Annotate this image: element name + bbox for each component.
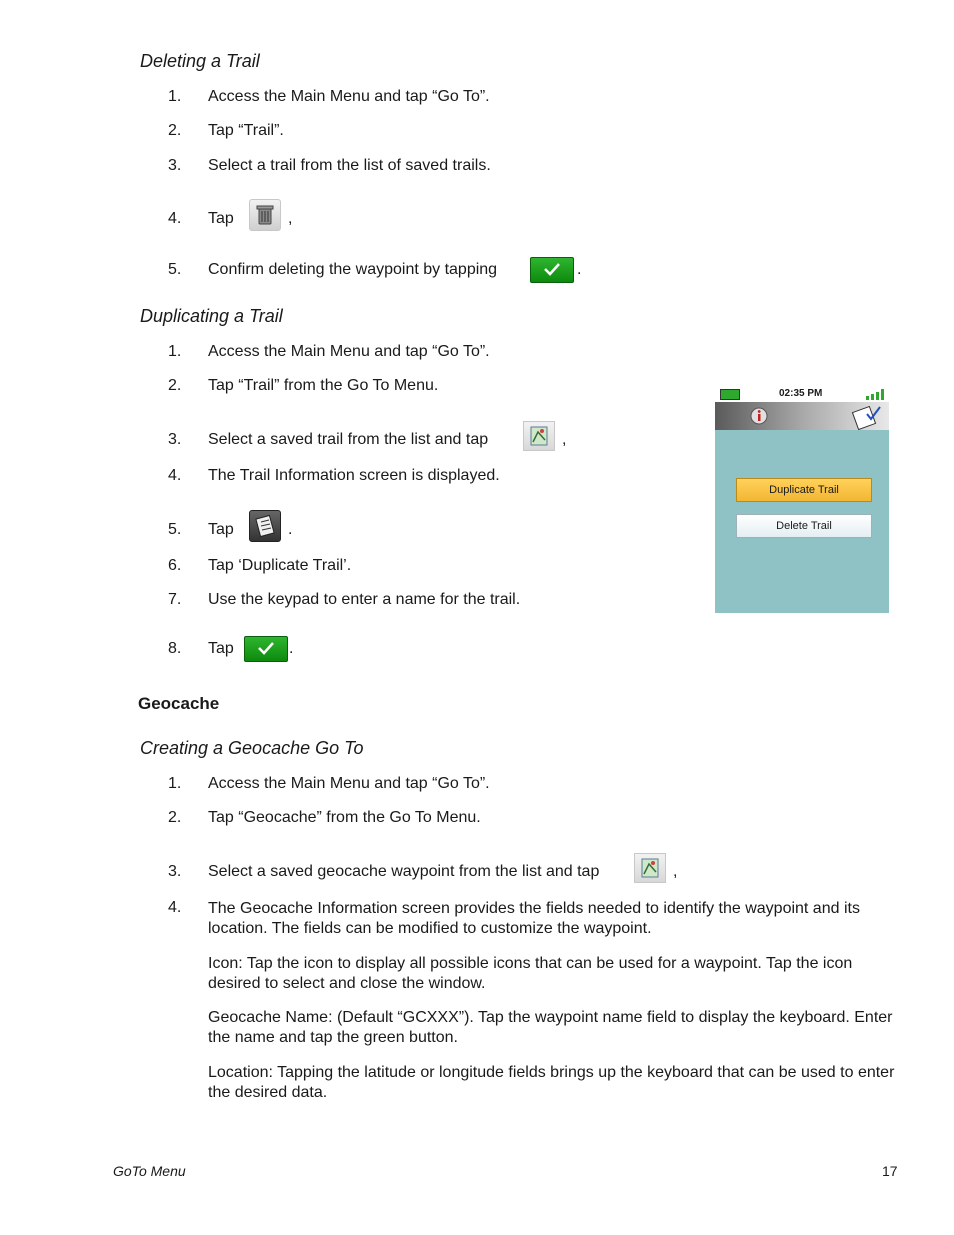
toolbar <box>715 402 889 430</box>
check-icon <box>244 636 288 662</box>
step-number: 6. <box>168 557 182 574</box>
step-text: The Trail Information screen is displayed. <box>208 467 500 484</box>
step-text: Confirm deleting the waypoint by tapping <box>208 261 498 278</box>
section-title-geocache: Geocache <box>138 694 220 713</box>
step-number: 4. <box>168 899 182 916</box>
step-text: Select a saved trail from the list and tap <box>208 431 489 448</box>
step-number: 1. <box>168 775 182 792</box>
waypoint-info-icon <box>523 421 555 451</box>
step-text: Tap ‘Duplicate Trail’. <box>208 557 352 574</box>
delete-trail-button[interactable]: Delete Trail <box>736 514 872 538</box>
footer-section-name: GoTo Menu <box>113 1163 186 1179</box>
step-text: The Geocache Information screen provides the fields needed to identify the waypoint and its location. The fields can be modified to customize the waypoint. <box>208 900 860 937</box>
step-number: 4. <box>168 210 182 227</box>
menu-icon <box>249 510 281 542</box>
step-text: Access the Main Menu and tap “Go To”. <box>208 343 490 360</box>
step-text: Tap <box>208 210 234 227</box>
step-text: Access the Main Menu and tap “Go To”. <box>208 88 490 105</box>
step-suffix: . <box>288 521 293 538</box>
step-number: 3. <box>168 157 182 174</box>
step-number: 2. <box>168 809 182 826</box>
step-number: 4. <box>168 467 182 484</box>
status-bar <box>715 386 889 402</box>
step-number: 7. <box>168 591 182 608</box>
paragraph-icon: Icon: Tap the icon to display all possible icons that can be used for a waypoint. Tap the icon desired to select and close the window. <box>208 955 853 992</box>
step-text: Tap “Trail” from the Go To Menu. <box>208 377 439 394</box>
check-icon <box>530 257 574 283</box>
step-number: 2. <box>168 377 182 394</box>
step-suffix: . <box>289 640 294 657</box>
step-text: Tap <box>208 640 234 657</box>
step-number: 1. <box>168 343 182 360</box>
heading-duplicating-trail: Duplicating a Trail <box>140 306 283 326</box>
step-suffix: . <box>577 261 582 278</box>
step-text: Tap “Geocache” from the Go To Menu. <box>208 809 481 826</box>
step-number: 2. <box>168 122 182 139</box>
paragraph-location: Location: Tapping the latitude or longitude fields brings up the keyboard that can be used to enter the desired data. <box>208 1064 895 1101</box>
step-text: Tap “Trail”. <box>208 122 284 139</box>
trash-icon <box>249 199 281 231</box>
step-text: Select a trail from the list of saved trails. <box>208 157 491 174</box>
step-text: Tap <box>208 521 234 538</box>
step-text: Select a saved geocache waypoint from the list and tap <box>208 863 600 880</box>
step-suffix: , <box>562 431 567 448</box>
step-number: 3. <box>168 863 182 880</box>
step-number: 5. <box>168 261 182 278</box>
status-time: 02:35 PM <box>779 388 823 399</box>
step-suffix: , <box>288 210 293 227</box>
step-number: 8. <box>168 640 182 657</box>
waypoint-info-icon <box>634 853 666 883</box>
menu-icon[interactable] <box>849 404 883 430</box>
heading-deleting-trail: Deleting a Trail <box>140 51 260 71</box>
step-number: 1. <box>168 88 182 105</box>
step-number: 5. <box>168 521 182 538</box>
step-text: Access the Main Menu and tap “Go To”. <box>208 775 490 792</box>
paragraph-geocache-name: Geocache Name: (Default “GCXXX”). Tap the waypoint name field to display the keyboard. Enter the name and tap the green button. <box>208 1009 893 1046</box>
signal-icon <box>865 388 887 400</box>
info-icon[interactable] <box>749 406 769 426</box>
step-suffix: , <box>673 863 678 880</box>
page-number: 17 <box>882 1163 898 1179</box>
duplicate-trail-button[interactable]: Duplicate Trail <box>736 478 872 502</box>
battery-icon <box>720 389 740 400</box>
step-text: Use the keypad to enter a name for the trail. <box>208 591 521 608</box>
step-number: 3. <box>168 431 182 448</box>
heading-creating-geocache: Creating a Geocache Go To <box>140 738 364 758</box>
device-screenshot <box>715 386 889 613</box>
